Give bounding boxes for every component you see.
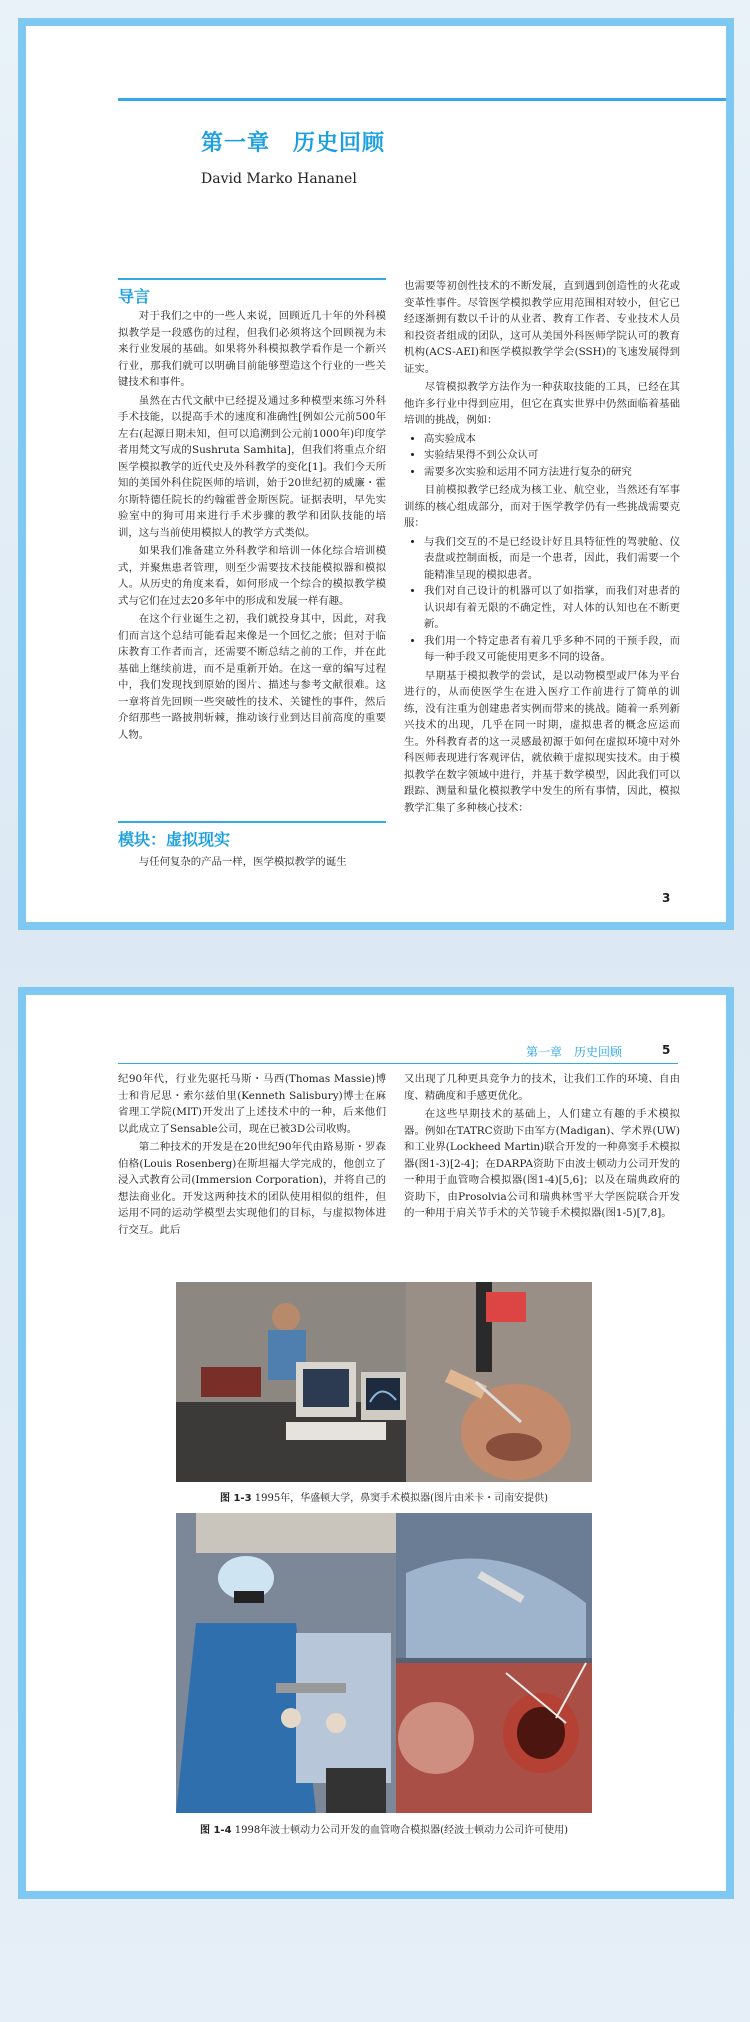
module-rule (118, 821, 386, 823)
paragraph: 目前模拟教学已经成为核工业、航空业，当然还有军事训练的核心组成部分，而对于医学教学仍有一些挑战需要克服： (404, 484, 680, 529)
intro-rule (118, 278, 386, 280)
book-page-5 (18, 987, 734, 1899)
list-item: • 我们对自己设计的机器可以了如指掌，而我们对患者的认识却有着无限的不确定性，对人体的认知也在不断更新。 (424, 583, 680, 633)
list-item: • 需要多次实验和运用不同方法进行复杂的研究 (424, 464, 680, 481)
header-rule (118, 1063, 678, 1064)
paragraph: 如果我们准备建立外科教学和培训一体化综合培训模式，并聚焦患者管理，则至少需要技术技能模拟器和模拟人。从历史的角度来看，如何形成一个综合的模拟教学模式与它们在过去20多年中的形成和发展一样有趣。 (118, 545, 386, 607)
section-heading-module: 模块：虚拟现实 (118, 830, 231, 849)
page-number: 3 (662, 891, 671, 905)
right-column (404, 278, 680, 818)
paragraph: 纪90年代，行业先驱托马斯・马西(Thomas Massie)博士和肯尼思・索尔兹伯里(Kenneth Salisbury)博士在麻省理工学院(MIT)开发出了上述技术中的一种，后来他们以此成立了Sensable公司，现在已被3D公司收购。 (118, 1073, 386, 1135)
section-heading-intro: 导言 (118, 287, 151, 306)
figure-caption (104, 1489, 664, 1504)
figure-label: 图 1-4 (199, 1825, 232, 1836)
figure-label: 图 1-3 (219, 1493, 252, 1504)
list-item: • 实验结果得不到公众认可 (424, 447, 680, 464)
figure-caption-text: 1998年波士顿动力公司开发的血管吻合模拟器(经波士顿动力公司许可使用) (234, 1825, 568, 1836)
bullet-list (404, 431, 680, 481)
paragraph: 第二种技术的开发是在20世纪90年代由路易斯・罗森伯格(Louis Rosenberg)在斯坦福大学完成的，他创立了浸入式教育公司(Immersion Corporation)，并将自己的想法商业化。开发这两种技术的团队使用相似的组件，但运用不同的运动学模型去实现他们的目标，与虚拟物体进行交互。此后 (118, 1141, 386, 1236)
paragraph: 在这个行业诞生之初，我们就投身其中，因此，对我们而言这个总结可能看起来像是一个回忆之旅；但对于临床教育工作者而言，还需要不断总结之前的工作，并在此基础上继续前进，而不是重新开始。在这一章的编写过程中，我们发现找到原始的图片、描述与参考文献很难。这一章将首先回顾一些突破性的技术、关键性的事件，然后介绍那些一路披荆斩棘，推动该行业到达目前高度的重要人物。 (118, 613, 386, 741)
paragraph: 对于我们之中的一些人来说，回顾近几十年的外科模拟教学是一段感伤的过程，但我们必须将这个回顾视为未来行业发展的基础。如果将外科模拟教学看作是一个新兴行业，那我们就可以明确目前能够塑造这个行业的一些关键技术和事件。 (118, 310, 386, 388)
paragraph: 尽管模拟教学方法作为一种获取技能的工具，已经在其他许多行业中得到应用，但它在真实世界中仍然面临着基础培训的挑战，例如： (404, 381, 680, 426)
figure-sinus-simulator-photo (176, 1282, 592, 1482)
bullet-list (404, 534, 680, 666)
figure-anastomosis-simulator-photo (176, 1513, 592, 1813)
book-page-3 (18, 18, 734, 930)
figure-caption-text: 1995年，华盛顿大学，鼻窦手术模拟器(图片由米卡・司南安提供) (254, 1493, 548, 1504)
page-number: 5 (662, 1043, 671, 1057)
list-item: • 高实验成本 (424, 431, 680, 448)
list-item: • 与我们交互的不是已经设计好且具特征性的驾驶舱、仪表盘或控制面板，而是一个患者，因此，我们需要一个能精准呈现的模拟患者。 (424, 534, 680, 584)
author-name: David Marko Hananel (201, 171, 357, 187)
paragraph: 早期基于模拟教学的尝试，是以动物模型或尸体为平台进行的，从而使医学生在进入医疗工作前进行了简单的训练，没有注重为创建患者实例而带来的挑战。随着一系列新兴技术的出现，几乎在同一时期，虚拟患者的概念应运而生。外科教育者的这一灵感最初源于如何在虚拟环境中对外科医师表现进行客观评估，就依赖于虚拟现实技术。由于模拟教学在数字领域中进行，并基于数学模型，因此我们可以跟踪、测量和量化模拟教学中发生的所有事情，因此，模拟教学汇集了多种核心技术： (404, 669, 680, 814)
right-column (404, 1071, 680, 1224)
list-item: • 我们用一个特定患者有着几乎多种不同的干预手段，而每一种手段又可能使用更多不同的设备。 (424, 633, 680, 666)
paragraph: 也需要等初创性技术的不断发展，直到遇到创造性的火花或变革性事件。尽管医学模拟教学应用范围相对较小，但它已经逐渐拥有数以千计的从业者、教育工作者、专业技术人员和投资者组成的团队，这可从美国外科医师学院认可的教育机构(ACS-AEI)和医学模拟教学学会(SSH)的飞速发展得到证实。 (404, 280, 680, 375)
left-column (118, 1071, 386, 1240)
left-column (118, 308, 386, 745)
left-column-tail (118, 854, 386, 873)
paragraph: 在这些早期技术的基础上，人们建立有趣的手术模拟器。例如在TATRC资助下由军方(Madigan)、学术界(UW)和工业界(Lockheed Martin)联合开发的一种鼻窦手术模拟器(图1-3)[2-4]；在DARPA资助下由波士顿动力公司开发的一种用于血管吻合模拟器(图1-4)[5,6]；以及在瑞典政府的资助下，由Prosolvia公司和瑞典林雪平大学医院联合开发的一种用于肩关节手术的关节镜手术模拟器(图1-5)[7,8]。 (404, 1108, 680, 1219)
chapter-title: 第一章 历史回顾 (201, 131, 386, 156)
paragraph: 与任何复杂的产品一样，医学模拟教学的诞生 (138, 856, 347, 868)
paragraph: 虽然在古代文献中已经提及通过多种模型来练习外科手术技能，以提高手术的速度和准确性[例如公元前500年左右(起源日期未知，但可以追溯到公元前1000年)印度学者用梵文写成的Sushruta Samhita]，但我们将重点介绍医学模拟教学的近代史及外科教学的变化[1]。我们今天所知的美国外科住院医师的培训，始于20世纪初的威廉・霍尔斯特德任院长的约翰霍普金斯医院。证据表明，早先实验室中的狗可用来进行手术步骤的教学和团队技能的培训，这与当前使用模拟人的教学方式类似。 (118, 394, 386, 539)
running-head: 第一章 历史回顾 (526, 1045, 623, 1059)
chapter-rule (118, 98, 726, 101)
paragraph: 又出现了几种更具竞争力的技术，让我们工作的环境、自由度、精确度和手感更优化。 (404, 1073, 680, 1102)
figure-caption (104, 1821, 664, 1836)
